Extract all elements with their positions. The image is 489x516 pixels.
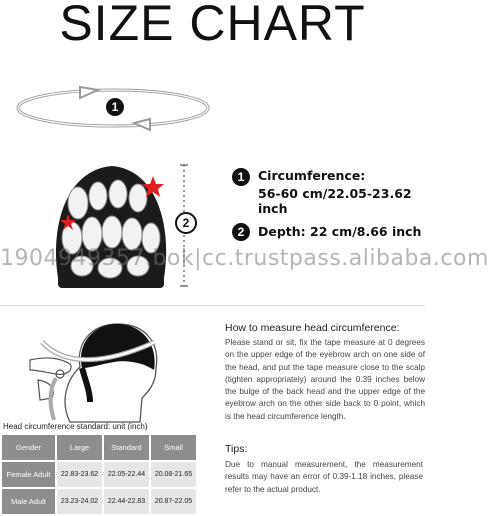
head-measure-image xyxy=(30,312,180,424)
page-title: SIZE CHART xyxy=(59,0,366,51)
header-standard: Standard xyxy=(104,435,149,460)
cell-standard: 22.05-22.44 xyxy=(104,462,149,487)
row-label: Female Adult xyxy=(2,462,55,487)
cell-large: 22.83-23.62 xyxy=(57,462,102,487)
measure-title: How to measure head circumference: xyxy=(225,322,400,334)
circumference-value: 56-60 cm/22.05-23.62 inch xyxy=(258,186,412,216)
badge-two-outline: 2 xyxy=(175,212,197,234)
header-small: Small xyxy=(151,435,196,460)
tips-title: Tips: xyxy=(225,443,248,455)
row-label: Male Adult xyxy=(2,489,55,514)
table-row xyxy=(2,462,196,487)
circumference-label: Circumference: xyxy=(258,168,366,183)
badge-one: 1 xyxy=(106,98,124,116)
spec-two-badge: 2 xyxy=(232,223,250,241)
depth-value: Depth: 22 cm/8.66 inch xyxy=(258,224,422,239)
table-caption: Head circumference standard: unit (inch) xyxy=(3,422,148,431)
table-row xyxy=(2,489,196,514)
header-large: Large xyxy=(57,435,102,460)
cell-small: 20.87-22.05 xyxy=(151,489,196,514)
section-divider xyxy=(0,305,425,306)
cell-large: 23.23-24.02 xyxy=(57,489,102,514)
cell-standard: 22.44-22.83 xyxy=(104,489,149,514)
spec-one-badge: 1 xyxy=(232,168,250,186)
header-gender: Gender xyxy=(2,435,55,460)
watermark-text: 1904949357.bok|cc.trustpass.alibaba.com xyxy=(0,246,489,271)
tips-text: Due to manual measurement, the measurement results may have an error of 0.39-1.18 inches, please refer to the actual product. xyxy=(225,460,423,494)
size-table xyxy=(0,433,198,516)
measure-instructions: Please stand or sit, fix the tape measure at 0 degrees on the upper edge of the eyebrow arch on one side of the head, and put the tape measure close to the scalp (tighten appropriately) around the 0.39 inches below the bulge of the back head and the upper edge of the eyebrow arch on the other side back to 0 point, which is the head circumference length. xyxy=(225,338,425,421)
cell-small: 20.08-21.65 xyxy=(151,462,196,487)
table-header-row xyxy=(2,435,196,460)
